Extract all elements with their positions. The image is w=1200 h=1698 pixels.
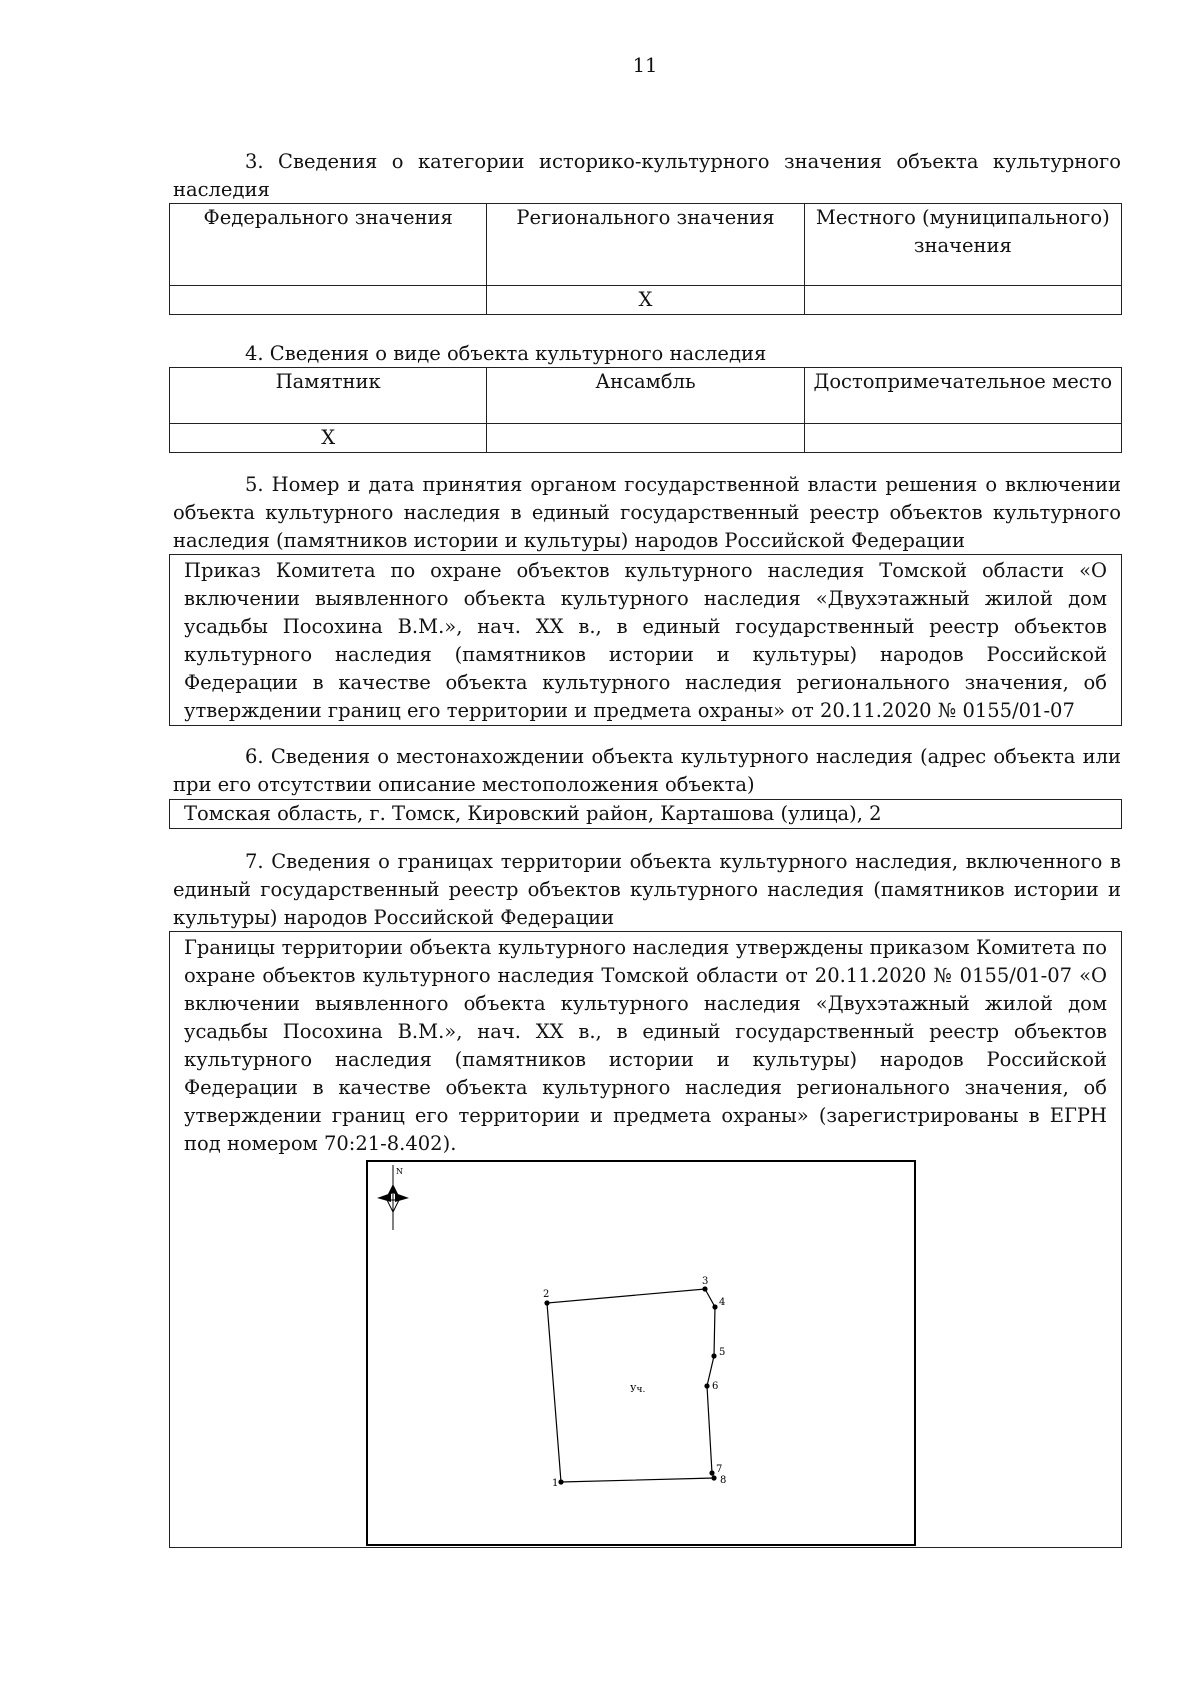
category-federal-header: Федерального значения [170, 204, 487, 286]
point-label-1: 1 [552, 1478, 559, 1489]
section5-heading: 5. Номер и дата принятия органом государственной власти решения о включении объекта культурного наследия в единый государственный реестр объектов культурного наследия (памятников истории и культуры) народов Российской Федерации [173, 473, 1121, 552]
boundary-point-1 [558, 1479, 563, 1484]
type-landmark-header: Достопримечательное место [804, 368, 1121, 424]
north-arrow-icon [377, 1165, 409, 1230]
boundary-point-8 [711, 1475, 716, 1480]
point-label-6: 6 [712, 1381, 719, 1392]
section7-heading: 7. Сведения о границах территории объекта культурного наследия, включенного в единый государственный реестр объектов культурного наследия (памятников истории и культуры) народов Российской Федерации [173, 850, 1121, 929]
type-ensemble-mark [487, 424, 804, 453]
type-ensemble-header: Ансамбль [487, 368, 804, 424]
section4-heading: 4. Сведения о виде объекта культурного наследия [245, 342, 767, 365]
boundary-point-7 [709, 1470, 714, 1475]
category-local-mark [804, 286, 1121, 315]
type-landmark-mark [804, 424, 1121, 453]
section5-decision-text: Приказ Комитета по охране объектов культурного наследия Томской области «О включении выявленного объекта культурного наследия «Двухэтажный жилой дом усадьбы Посохина В.М.», нач. XX в., в единый государственный реестр объектов культурного наследия (памятников истории и культуры) народов Российской Федерации в качестве объекта культурного наследия регионального значения, об утверждении границ его территории и предмета охраны» от 20.11.2020 № 0155/01-07 [169, 554, 1122, 726]
section3-heading: 3. Сведения о категории историко-культурного значения объекта культурного наследия [173, 150, 1121, 201]
boundary-point-6 [704, 1383, 709, 1388]
point-label-8: 8 [720, 1475, 727, 1486]
point-label-3: 3 [702, 1276, 709, 1287]
type-table [169, 367, 1122, 453]
section6-address: Томская область, г. Томск, Кировский район, Карташова (улица), 2 [169, 799, 1122, 829]
section7-boundaries-text: Границы территории объекта культурного наследия утверждены приказом Комитета по охране объектов культурного наследия Томской области от 20.11.2020 № 0155/01-07 «О включении выявленного объекта культурного наследия «Двухэтажный жилой дом усадьбы Посохина В.М.», нач. XX в., в единый государственный реестр объектов культурного наследия (памятников истории и культуры) народов Российской Федерации в качестве объекта культурного наследия регионального значения, об утверждении границ его территории и предмета охраны» (зарегистрированы в ЕГРН под номером 70:21-8.402). [184, 936, 1107, 1155]
category-federal-mark [170, 286, 487, 315]
category-table [169, 203, 1122, 315]
boundary-point-4 [712, 1304, 717, 1309]
point-label-7: 7 [716, 1464, 723, 1475]
point-label-5: 5 [719, 1347, 726, 1358]
type-monument-mark: X [170, 424, 487, 453]
section6-heading: 6. Сведения о местонахождении объекта культурного наследия (адрес объекта или при его отсутствии описание местоположения объекта) [173, 745, 1121, 796]
boundary-point-2 [544, 1300, 549, 1305]
type-monument-header: Памятник [170, 368, 487, 424]
north-label: N [396, 1167, 403, 1176]
point-label-2: 2 [543, 1289, 550, 1300]
parcel-label: Уч. [630, 1385, 646, 1395]
category-local-header: Местного (муниципального) значения [804, 204, 1121, 286]
category-regional-header: Регионального значения [487, 204, 804, 286]
point-label-4: 4 [719, 1297, 726, 1308]
boundary-point-5 [711, 1353, 716, 1358]
page-number: 11 [632, 54, 658, 77]
category-regional-mark: X [487, 286, 804, 315]
boundary-map [366, 1160, 916, 1546]
boundary-point-3 [702, 1286, 707, 1291]
